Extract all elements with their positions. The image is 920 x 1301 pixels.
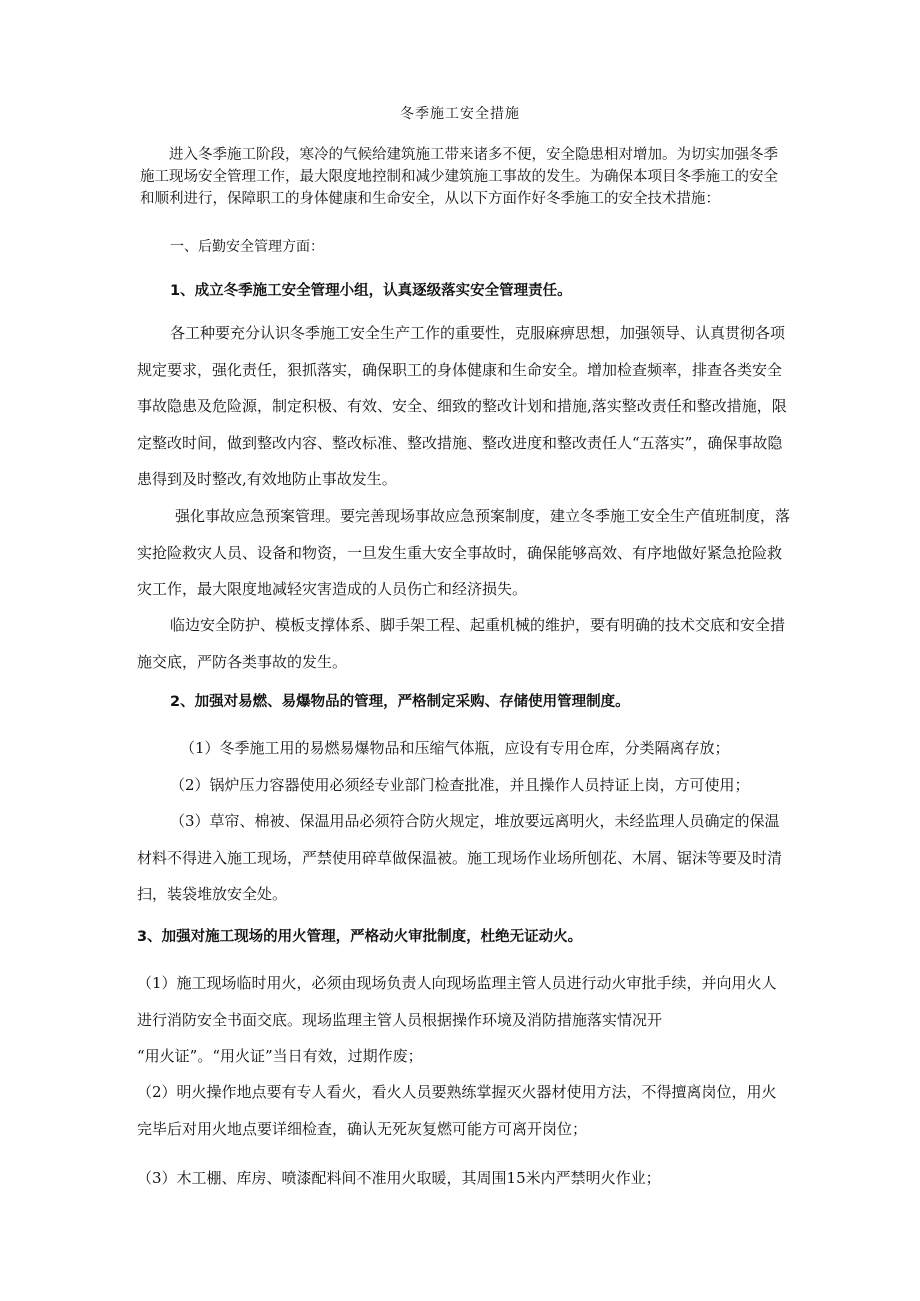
subsection-heading-2: 2、加强对易燃、易爆物品的管理，严格制定采购、存储使用管理制度。 [170,694,630,710]
list-item: （2）明火操作地点要有专人看火，看火人员要熟练掌握灭火器材使用方法，不得擅离岗位，用火完毕后对用火地点要详细检查，确认无死灰复燃可能方可离开岗位； [137,1083,777,1138]
list-item: （1）冬季施工用的易燃易爆物品和压缩气体瓶，应设有专用仓库，分类隔离存放； [180,739,730,757]
section-heading-logistics: 一、后勤安全管理方面： [170,239,324,255]
paragraph-safety-awareness: 各工种要充分认识冬季施工安全生产工作的重要性，克服麻痹思想，加强领导、认真贯彻各项规定要求，强化责任，狠抓落实，确保职工的身体健康和生命安全。增加检查频率，排查各类安全事故隐患及危险源，制定积极、有效、安全、细致的整改计划和措施,落实整改责任和整改措施，限定整改时间，做到整改内容、整改标准、整改措施、整改进度和整改责任人“五落实”，确保事故隐患得到及时整改,有效地防止事故发生。 [137,324,787,488]
subsection-heading-3: 3、加强对施工现场的用火管理，严格动火审批制度，杜绝无证动火。 [137,929,583,945]
list-item: “用火证”。“用火证”当日有效，过期作废； [137,1047,423,1065]
list-item: （2）锅炉压力容器使用必须经专业部门检查批准，并且操作人员持证上岗，方可使用； [170,776,750,794]
paragraph-edge-protection: 临边安全防护、模板支撑体系、脚手架工程、起重机械的维护，要有明确的技术交底和安全措施交底，严防各类事故的发生。 [137,616,786,671]
list-item: （1）施工现场临时用火，必须由现场负责人向现场监理主管人员进行动火审批手续，并向用火人进行消防安全书面交底。现场监理主管人员根据操作环境及消防措施落实情况开 [137,974,777,1029]
intro-paragraph: 进入冬季施工阶段，寒冷的气候给建筑施工带来诸多不便，安全隐患相对增加。为切实加强冬季施工现场安全管理工作，最大限度地控制和减少建筑施工事故的发生。为确保本项目冬季施工的安全和顺利进行，保障职工的身体健康和生命安全，从以下方面作好冬季施工的安全技术措施： [140,147,778,207]
subsection-heading-1: 1、成立冬季施工安全管理小组，认真逐级落实安全管理责任。 [170,283,572,299]
paragraph-emergency-plan: 强化事故应急预案管理。要完善现场事故应急预案制度，建立冬季施工安全生产值班制度，落实抢险救灾人员、设备和物资，一旦发生重大安全事故时，确保能够高效、有序地做好紧急抢险救灾工作，最大限度地减轻灾害造成的人员伤亡和经济损失。 [137,507,791,598]
page-title: 冬季施工安全措施 [400,106,520,122]
list-item: （3）草帘、棉被、保温用品必须符合防火规定，堆放要远离明火，未经监理人员确定的保温材料不得进入施工现场，严禁使用碎草做保温被。施工现场作业场所刨花、木屑、锯沫等要及时清扫，装袋堆放安全处。 [137,812,783,903]
list-item: （3）木工棚、库房、喷漆配料间不准用火取暖，其周围15米内严禁明火作业； [137,1169,661,1187]
